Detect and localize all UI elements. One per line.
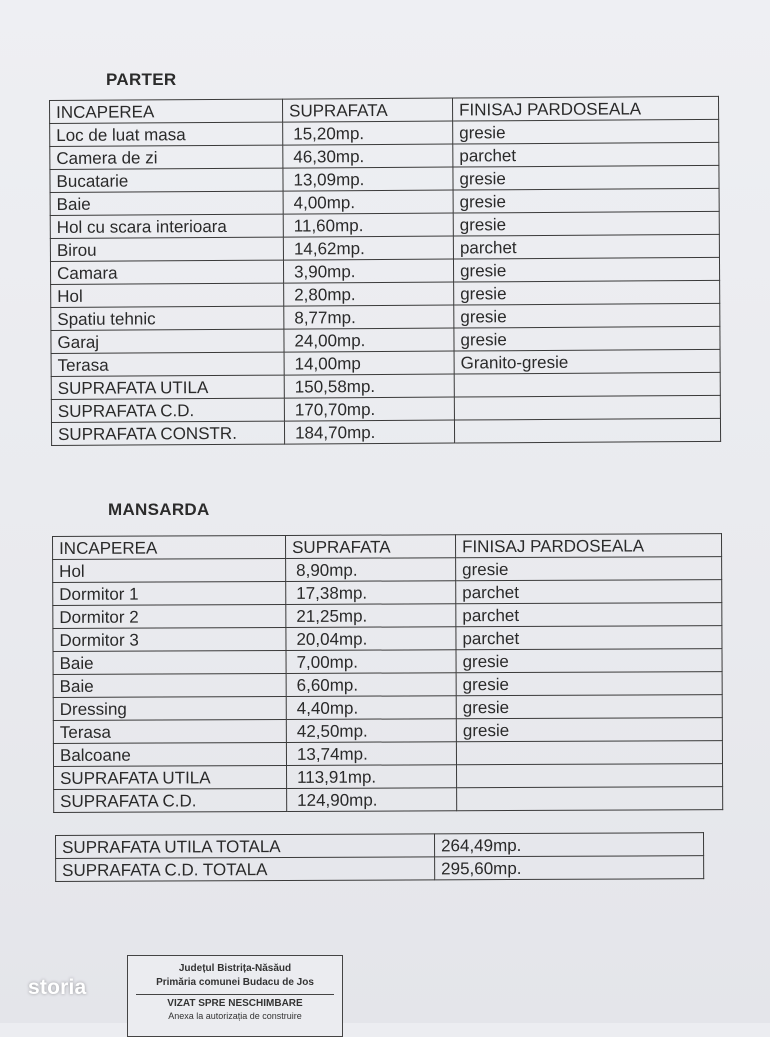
table-cell: SUPRAFATA UTILA bbox=[54, 765, 287, 789]
table-cell bbox=[457, 764, 723, 788]
table-row bbox=[53, 557, 722, 583]
storia-logo: storia bbox=[28, 976, 87, 999]
table-row bbox=[53, 649, 722, 675]
table-cell: 113,91mp. bbox=[287, 765, 457, 789]
table-cell: 14,62mp. bbox=[283, 236, 453, 260]
table-cell: Camara bbox=[50, 260, 283, 284]
table-row bbox=[53, 626, 722, 652]
table-row bbox=[56, 856, 704, 882]
table-cell: 13,09mp. bbox=[283, 167, 453, 191]
table-cell: 24,00mp. bbox=[284, 328, 454, 352]
table-cell: Bucatarie bbox=[50, 168, 283, 192]
mansarda-header-cell: SUPRAFATA bbox=[285, 535, 455, 559]
mansarda-table bbox=[52, 533, 723, 813]
stamp-annex: Anexa la autorizația de construire bbox=[168, 1011, 302, 1021]
table-cell: 184,70mp. bbox=[284, 420, 454, 444]
table-cell: Garaj bbox=[51, 329, 284, 353]
table-cell: Terasa bbox=[51, 352, 284, 376]
table-cell: parchet bbox=[453, 142, 719, 167]
mansarda-heading: MANSARDA bbox=[108, 500, 210, 519]
table-cell: 4,00mp. bbox=[283, 190, 453, 214]
table-cell: SUPRAFATA C.D. bbox=[51, 398, 284, 422]
table-cell: Baie bbox=[50, 191, 283, 215]
table-cell: SUPRAFATA C.D. bbox=[54, 788, 287, 812]
table-cell: 17,38mp. bbox=[286, 581, 456, 605]
table-row bbox=[53, 580, 722, 606]
table-cell: 11,60mp. bbox=[283, 213, 453, 237]
table-row bbox=[56, 833, 704, 859]
table-cell bbox=[457, 787, 723, 811]
table-cell: Birou bbox=[50, 237, 283, 261]
table-cell: Baie bbox=[53, 673, 286, 697]
table-cell: parchet bbox=[456, 626, 722, 650]
table-cell: 13,74mp. bbox=[286, 742, 456, 766]
table-cell: gresie bbox=[456, 649, 722, 673]
table-cell: 7,00mp. bbox=[286, 650, 456, 674]
table-cell: 124,90mp. bbox=[287, 788, 457, 812]
table-cell: 42,50mp. bbox=[286, 719, 456, 743]
table-row bbox=[53, 718, 722, 744]
parter-header-cell: SUPRAFATA bbox=[282, 98, 452, 122]
stamp-approval: VIZAT SPRE NESCHIMBARE bbox=[167, 998, 303, 1009]
official-stamp bbox=[127, 955, 343, 1037]
table-cell: Camera de zi bbox=[50, 145, 283, 169]
table-row bbox=[53, 741, 722, 767]
table-cell: parchet bbox=[453, 234, 719, 259]
table-cell: Dormitor 1 bbox=[53, 581, 286, 605]
table-cell: gresie bbox=[453, 188, 719, 213]
parter-heading: PARTER bbox=[106, 70, 177, 89]
table-cell: 3,90mp. bbox=[283, 259, 453, 283]
table-cell: 2,80mp. bbox=[284, 282, 454, 306]
parter-header-cell: FINISAJ PARDOSEALA bbox=[452, 96, 718, 121]
table-row bbox=[53, 603, 722, 629]
table-cell bbox=[454, 395, 720, 420]
mansarda-header-row bbox=[53, 534, 722, 560]
table-cell: Hol bbox=[53, 558, 286, 582]
table-cell: Dressing bbox=[53, 696, 286, 720]
table-cell bbox=[454, 418, 720, 443]
table-cell: 295,60mp. bbox=[435, 856, 704, 880]
table-cell: Loc de luat masa bbox=[50, 122, 283, 146]
table-cell: SUPRAFATA UTILA bbox=[51, 375, 284, 399]
table-cell bbox=[456, 741, 722, 765]
table-row bbox=[54, 787, 723, 813]
table-cell: gresie bbox=[453, 119, 719, 144]
table-cell: 46,30mp. bbox=[283, 144, 453, 168]
table-cell: Granito-gresie bbox=[454, 349, 720, 374]
table-cell bbox=[454, 372, 720, 397]
table-cell: gresie bbox=[454, 326, 720, 351]
stamp-county: Județul Bistrița-Năsăud bbox=[178, 963, 292, 974]
table-row bbox=[53, 695, 722, 721]
table-cell: Dormitor 3 bbox=[53, 627, 286, 651]
table-cell: parchet bbox=[456, 580, 722, 604]
table-cell: 14,00mp bbox=[284, 351, 454, 375]
table-cell: 8,77mp. bbox=[284, 305, 454, 329]
parter-header-cell: INCAPEREA bbox=[50, 99, 283, 123]
table-cell: 6,60mp. bbox=[286, 673, 456, 697]
table-cell: SUPRAFATA CONSTR. bbox=[51, 421, 284, 445]
parter-header-row bbox=[50, 96, 719, 123]
table-cell: 4,40mp. bbox=[286, 696, 456, 720]
mansarda-header-cell: FINISAJ PARDOSEALA bbox=[455, 534, 721, 558]
table-cell: 150,58mp. bbox=[284, 374, 454, 398]
table-cell: Baie bbox=[53, 650, 286, 674]
table-cell: 15,20mp. bbox=[283, 121, 453, 145]
table-cell: gresie bbox=[453, 165, 719, 190]
table-cell: 264,49mp. bbox=[434, 833, 703, 857]
mansarda-header-cell: INCAPEREA bbox=[53, 535, 286, 559]
totals-table bbox=[55, 832, 704, 882]
table-cell: Terasa bbox=[53, 719, 286, 743]
table-cell: gresie bbox=[456, 557, 722, 581]
table-cell: gresie bbox=[456, 672, 722, 696]
table-cell: Spatiu tehnic bbox=[51, 306, 284, 330]
table-cell: gresie bbox=[454, 303, 720, 328]
table-cell: Balcoane bbox=[53, 742, 286, 766]
table-cell: SUPRAFATA UTILA TOTALA bbox=[56, 834, 435, 859]
table-row bbox=[51, 418, 720, 445]
table-cell: gresie bbox=[456, 718, 722, 742]
table-cell: Dormitor 2 bbox=[53, 604, 286, 628]
table-cell: 21,25mp. bbox=[286, 604, 456, 628]
parter-table bbox=[49, 96, 721, 446]
table-cell: gresie bbox=[453, 257, 719, 282]
table-cell: 20,04mp. bbox=[286, 627, 456, 651]
table-row bbox=[54, 764, 723, 790]
table-cell: 8,90mp. bbox=[286, 558, 456, 582]
stamp-town-hall: Primăria comunei Budacu de Jos bbox=[156, 977, 314, 988]
table-cell: gresie bbox=[454, 280, 720, 305]
table-cell: gresie bbox=[453, 211, 719, 236]
table-cell: parchet bbox=[456, 603, 722, 627]
table-cell: SUPRAFATA C.D. TOTALA bbox=[56, 857, 435, 882]
table-cell: Hol bbox=[51, 283, 284, 307]
table-row bbox=[53, 672, 722, 698]
table-cell: 170,70mp. bbox=[284, 397, 454, 421]
table-cell: Hol cu scara interioara bbox=[50, 214, 283, 238]
table-cell: gresie bbox=[456, 695, 722, 719]
